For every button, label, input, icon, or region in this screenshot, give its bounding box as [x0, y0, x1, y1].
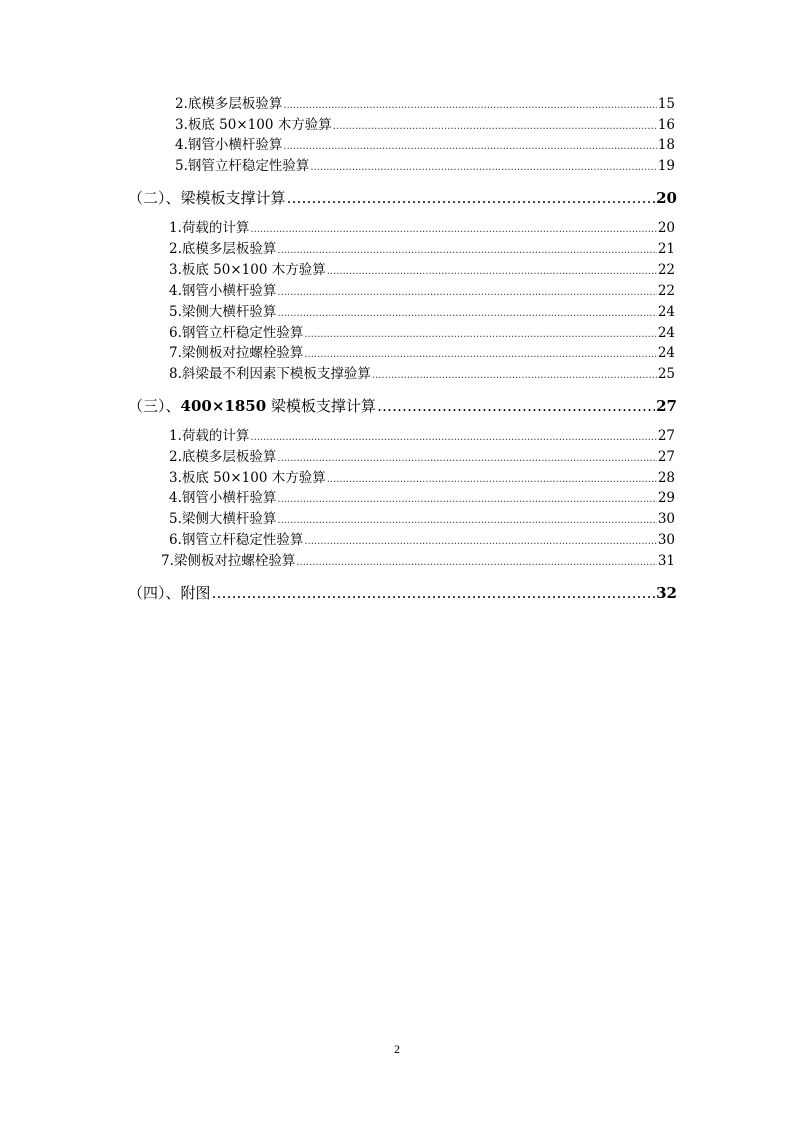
toc-entry-page: 24 — [657, 304, 675, 320]
toc-entry-title: 1.荷载的计算 — [169, 220, 250, 236]
toc-entry-title: 4.钢管小横杆验算 — [175, 137, 283, 153]
toc-section-title: （四）、附图 — [128, 584, 211, 602]
toc-leader — [372, 366, 657, 385]
toc-section-title: （二）、梁模板支撑计算 — [128, 189, 286, 207]
toc-entry-title: 5.梁侧大横杆验算 — [169, 304, 277, 320]
toc-leader — [327, 470, 657, 489]
toc-entry[interactable] — [169, 510, 675, 529]
toc-entry-page: 18 — [657, 137, 675, 153]
toc-section-page: 20 — [656, 189, 677, 207]
toc-entry-page: 22 — [657, 283, 675, 299]
toc-entry[interactable] — [169, 427, 675, 446]
toc-entry-page: 24 — [657, 325, 675, 341]
toc-leader — [296, 553, 656, 572]
toc-leader — [212, 582, 656, 604]
toc-entry-page: 30 — [657, 511, 675, 527]
toc-entry-page: 27 — [657, 449, 675, 465]
toc-leader — [304, 532, 656, 551]
toc-entry-title: 7.梁侧板对拉螺栓验算 — [161, 553, 296, 569]
toc-leader — [283, 137, 656, 156]
toc-entry-page: 25 — [657, 366, 675, 382]
toc-entry-title: 1.荷载的计算 — [169, 428, 250, 444]
toc-leader — [277, 449, 656, 468]
toc-section-entry[interactable] — [128, 582, 677, 604]
toc-entry[interactable] — [169, 261, 675, 280]
toc-entry[interactable] — [169, 344, 675, 363]
toc-entry-title: 3.板底 50×100 木方验算 — [169, 262, 326, 278]
toc-entry[interactable] — [169, 282, 675, 301]
toc-entry-title: 6.钢管立杆稳定性验算 — [169, 532, 304, 548]
toc-section-page: 27 — [656, 397, 677, 415]
toc-entry-title: 4.钢管小横杆验算 — [169, 283, 277, 299]
toc-section-prefix: （三）、 — [128, 397, 181, 415]
toc-entry[interactable] — [175, 95, 675, 114]
toc-entry-page: 15 — [657, 96, 675, 112]
toc-leader — [287, 187, 656, 209]
toc-entry[interactable] — [175, 136, 675, 155]
toc-entry-title: 3.板底 50×100 木方验算 — [169, 470, 326, 486]
toc-leader — [277, 304, 656, 323]
toc-entry-page: 22 — [657, 262, 675, 278]
toc-entry-page: 19 — [657, 158, 675, 174]
toc-entry-title: 2.底模多层板验算 — [169, 449, 277, 465]
toc-entry-page: 24 — [657, 345, 675, 361]
toc-entry-title: 5.梁侧大横杆验算 — [169, 511, 277, 527]
toc-entry[interactable] — [175, 157, 675, 176]
toc-entry[interactable] — [169, 324, 675, 343]
toc-section-suffix: 梁模板支撑计算 — [266, 397, 376, 415]
toc-entry-title: 4.钢管小横杆验算 — [169, 490, 277, 506]
toc-section-page: 32 — [656, 584, 677, 602]
toc-entry-page: 30 — [657, 532, 675, 548]
toc-section-entry[interactable] — [128, 187, 677, 209]
toc-entry[interactable] — [169, 303, 675, 322]
toc-entry-title: 2.底模多层板验算 — [169, 241, 277, 257]
toc-entry-page: 27 — [657, 428, 675, 444]
toc-entry[interactable] — [175, 116, 675, 135]
toc-entry-title: 3.板底 50×100 木方验算 — [175, 117, 332, 133]
toc-entry[interactable] — [169, 489, 675, 508]
toc-entry-title: 5.钢管立杆稳定性验算 — [175, 158, 310, 174]
toc-leader — [327, 262, 657, 281]
toc-entry-page: 29 — [657, 490, 675, 506]
toc-leader — [250, 220, 656, 239]
toc-entry[interactable] — [169, 365, 675, 384]
toc-entry-title: 2.底模多层板验算 — [175, 96, 283, 112]
toc-leader — [283, 96, 656, 115]
toc-leader — [277, 283, 656, 302]
toc-entry-title: 7.梁侧板对拉螺栓验算 — [169, 345, 304, 361]
toc-entry-title: 8.斜梁最不利因素下模板支撑验算 — [169, 366, 371, 382]
toc-leader — [277, 490, 656, 509]
toc-section-entry[interactable] — [128, 395, 677, 417]
toc-entry[interactable] — [169, 448, 675, 467]
toc-leader — [277, 511, 656, 530]
toc-entry-page: 28 — [657, 470, 675, 486]
toc-entry-page: 21 — [657, 241, 675, 257]
toc-leader — [333, 117, 657, 136]
toc-entry-page: 20 — [657, 220, 675, 236]
toc-entry-title: 6.钢管立杆稳定性验算 — [169, 325, 304, 341]
toc-leader — [304, 325, 656, 344]
toc-leader — [310, 158, 656, 177]
toc-entry[interactable] — [169, 469, 675, 488]
toc-section-dimension: 400×1850 — [180, 397, 267, 415]
toc-leader — [377, 395, 655, 417]
toc-entry[interactable] — [161, 552, 675, 571]
toc-leader — [250, 428, 656, 447]
page-number: 2 — [394, 1042, 400, 1056]
toc-entry-page: 31 — [657, 553, 675, 569]
toc-leader — [277, 241, 656, 260]
toc-entry-page: 16 — [657, 117, 675, 133]
toc-entry[interactable] — [169, 219, 675, 238]
toc-entry[interactable] — [169, 531, 675, 550]
toc-section-title — [128, 395, 376, 417]
toc-leader — [304, 345, 656, 364]
toc-entry[interactable] — [169, 240, 675, 259]
